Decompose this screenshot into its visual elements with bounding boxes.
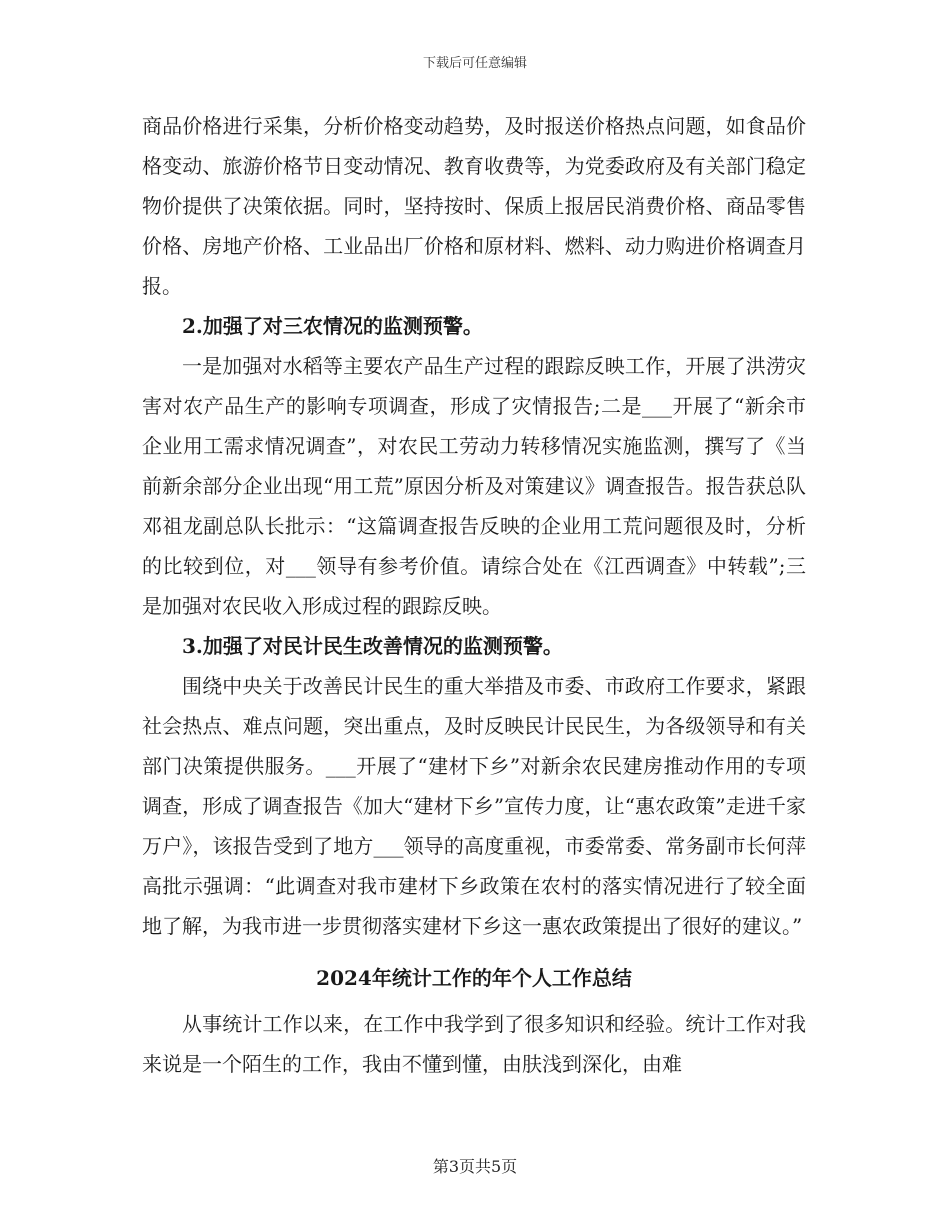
page-number: 第3页共5页: [432, 1157, 518, 1176]
paragraph-intro: 从事统计工作以来，在工作中我学到了很多知识和经验。统计工作对我来说是一个陌生的工作，我由不懂到懂，由肤浅到深化，由难: [142, 1012, 806, 1076]
document-title: 2024年统计工作的年个人工作总结: [316, 966, 632, 990]
section-heading-3: 3.加强了对民计民生改善情况的监测预警。: [182, 634, 563, 658]
paragraph-continued: 商品价格进行采集，分析价格变动趋势，及时报送价格热点问题，如食品价格变动、旅游价格节日变动情况、教育收费等，为党委政府及有关部门稳定物价提供了决策依据。同时，坚持按时、保质上报居民消费价格、商品零售价格、房地产价格、工业品出厂价格和原材料、燃料、动力购进价格调查月报。: [142, 114, 806, 298]
paragraph-agriculture: 一是加强对水稻等主要农产品生产过程的跟踪反映工作，开展了洪涝灾害对农产品生产的影响专项调查，形成了灾情报告;二是___开展了“新余市企业用工需求情况调查”，对农民工劳动力转移情况实施监测，撰写了《当前新余部分企业出现“用工荒”原因分析及对策建议》调查报告。报告获总队邓祖龙副总队长批示：“这篇调查报告反映的企业用工荒问题很及时，分析的比较到位，对___领导有参考价值。请综合处在《江西调查》中转载”;三是加强对农民收入形成过程的跟踪反映。: [142, 354, 806, 618]
paragraph-livelihood: 围绕中央关于改善民计民生的重大举措及市委、市政府工作要求，紧跟社会热点、难点问题，突出重点，及时反映民计民民生，为各级领导和有关部门决策提供服务。___开展了“建材下乡”对新余农民建房推动作用的专项调查，形成了调查报告《加大“建材下乡”宣传力度，让“惠农政策”走进千家万户》，该报告受到了地方___领导的高度重视，市委常委、常务副市长何萍高批示强调：“此调查对我市建材下乡政策在农村的落实情况进行了较全面地了解，为我市进一步贯彻落实建材下乡这一惠农政策提出了很好的建议。”: [142, 674, 806, 938]
document-body: [142, 106, 806, 1084]
section-heading-2: 2.加强了对三农情况的监测预警。: [182, 314, 483, 338]
page-header: 下载后可任意编辑: [422, 56, 527, 71]
